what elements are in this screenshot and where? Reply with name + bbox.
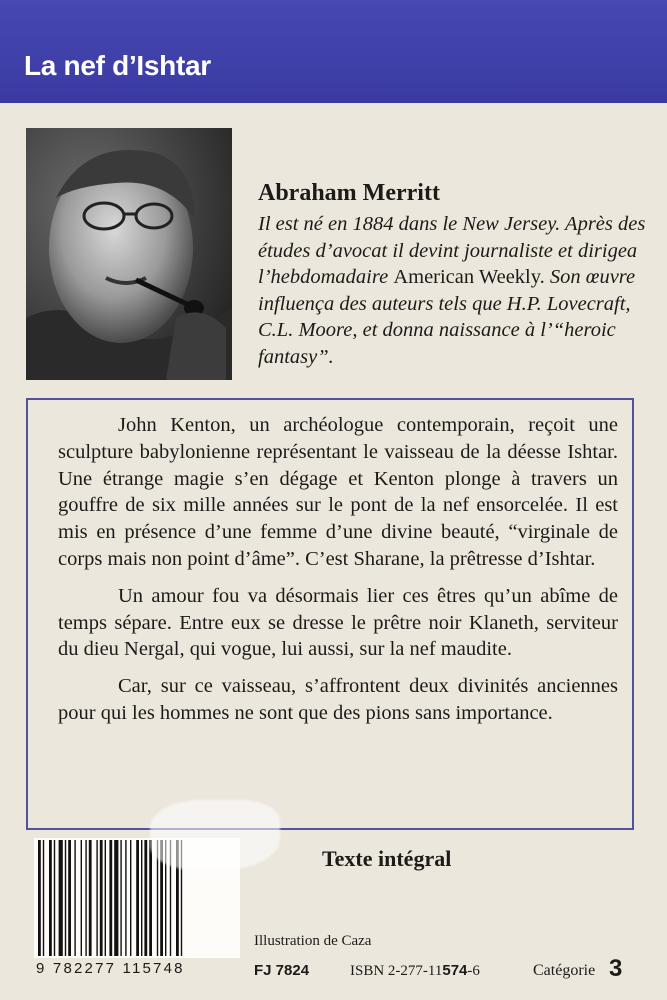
author-name: Abraham Merritt — [258, 180, 440, 206]
barcode-bar — [130, 840, 131, 956]
author-bio-part-2: American Weekly. — [393, 266, 545, 288]
barcode-bar — [144, 840, 147, 956]
categorie-label: Catégorie — [533, 962, 596, 979]
barcode-bar — [114, 840, 118, 956]
isbn-suffix: -6 — [467, 963, 480, 979]
barcode-bar — [49, 840, 52, 956]
sticker-residue — [150, 800, 280, 870]
barcode-bar — [136, 840, 139, 956]
barcode-bar — [109, 840, 112, 956]
isbn-bold: 574 — [442, 962, 468, 979]
illustration-credit: Illustration de Caza — [254, 933, 372, 949]
edition-code: FJ 7824 — [254, 962, 310, 979]
barcode-bar — [68, 840, 71, 956]
barcode-bar — [105, 840, 106, 956]
synopsis-box — [26, 398, 634, 830]
author-block — [258, 180, 658, 370]
synopsis-paragraph-2: Un amour fou va désormais lier ces êtres qu’un abîme de temps sépare. Entre eux se dresse le prêtre noir Klaneth, serviteur du dieu Nergal, qui vogue, lui aussi, sur la nef maudite. — [58, 584, 618, 661]
barcode-bar — [141, 840, 142, 956]
author-photo — [26, 128, 232, 380]
barcode-bar — [85, 840, 86, 956]
barcode-bar — [81, 840, 82, 956]
integral-label: Texte intégral — [322, 846, 452, 871]
author-bio — [258, 211, 658, 370]
barcode-bar — [149, 840, 152, 956]
isbn — [350, 962, 480, 980]
author-bio-part-3: Son œuvre influença des auteurs tels que H.P. Lovecraft, C.L. Moore, et donna naissance à l’“heroic fantasy”. — [258, 266, 636, 368]
synopsis-paragraph-1: John Kenton, un archéologue contemporain, reçoit une sculpture babylonienne représentant le vaisseau de la déesse Ishtar. Une étrange magie s’en dégage et Kenton plonge à travers un gouffre de six mille années sur le pont de la nef ensorcelée. Il est mis en présence d’une femme d’une divine beauté, “virginale de corps mais non point d’âme”. C’est Sharane, la prêtresse d’Ishtar. — [58, 414, 618, 570]
barcode-bar — [89, 840, 92, 956]
barcode-bar — [54, 840, 55, 956]
author-bio-part-1: Il est né en 1884 dans le New Jersey. Après des études d’avocat il devint journaliste et dirigea l’hebdomadaire — [258, 213, 646, 288]
barcode-bar — [43, 840, 44, 956]
book-title: La nef d’Ishtar — [24, 50, 211, 81]
author-portrait-image — [26, 128, 232, 380]
barcode-bar — [120, 840, 121, 956]
barcode-bar — [59, 840, 63, 956]
barcode-bar — [125, 840, 126, 956]
categorie-number: 3 — [609, 955, 623, 982]
barcode-bar — [74, 840, 75, 956]
barcode-bar — [65, 840, 66, 956]
barcode-bar — [96, 840, 97, 956]
barcode-digits: 9 782277 115748 — [36, 960, 185, 977]
barcode-bar — [100, 840, 103, 956]
barcode-bar — [38, 840, 41, 956]
synopsis-paragraph-3: Car, sur ce vaisseau, s’affrontent deux divinités anciennes pour qui les hommes ne sont que des pions sans importance. — [58, 675, 618, 724]
isbn-prefix: ISBN 2-277-11 — [350, 963, 443, 979]
header-banner — [0, 0, 667, 103]
